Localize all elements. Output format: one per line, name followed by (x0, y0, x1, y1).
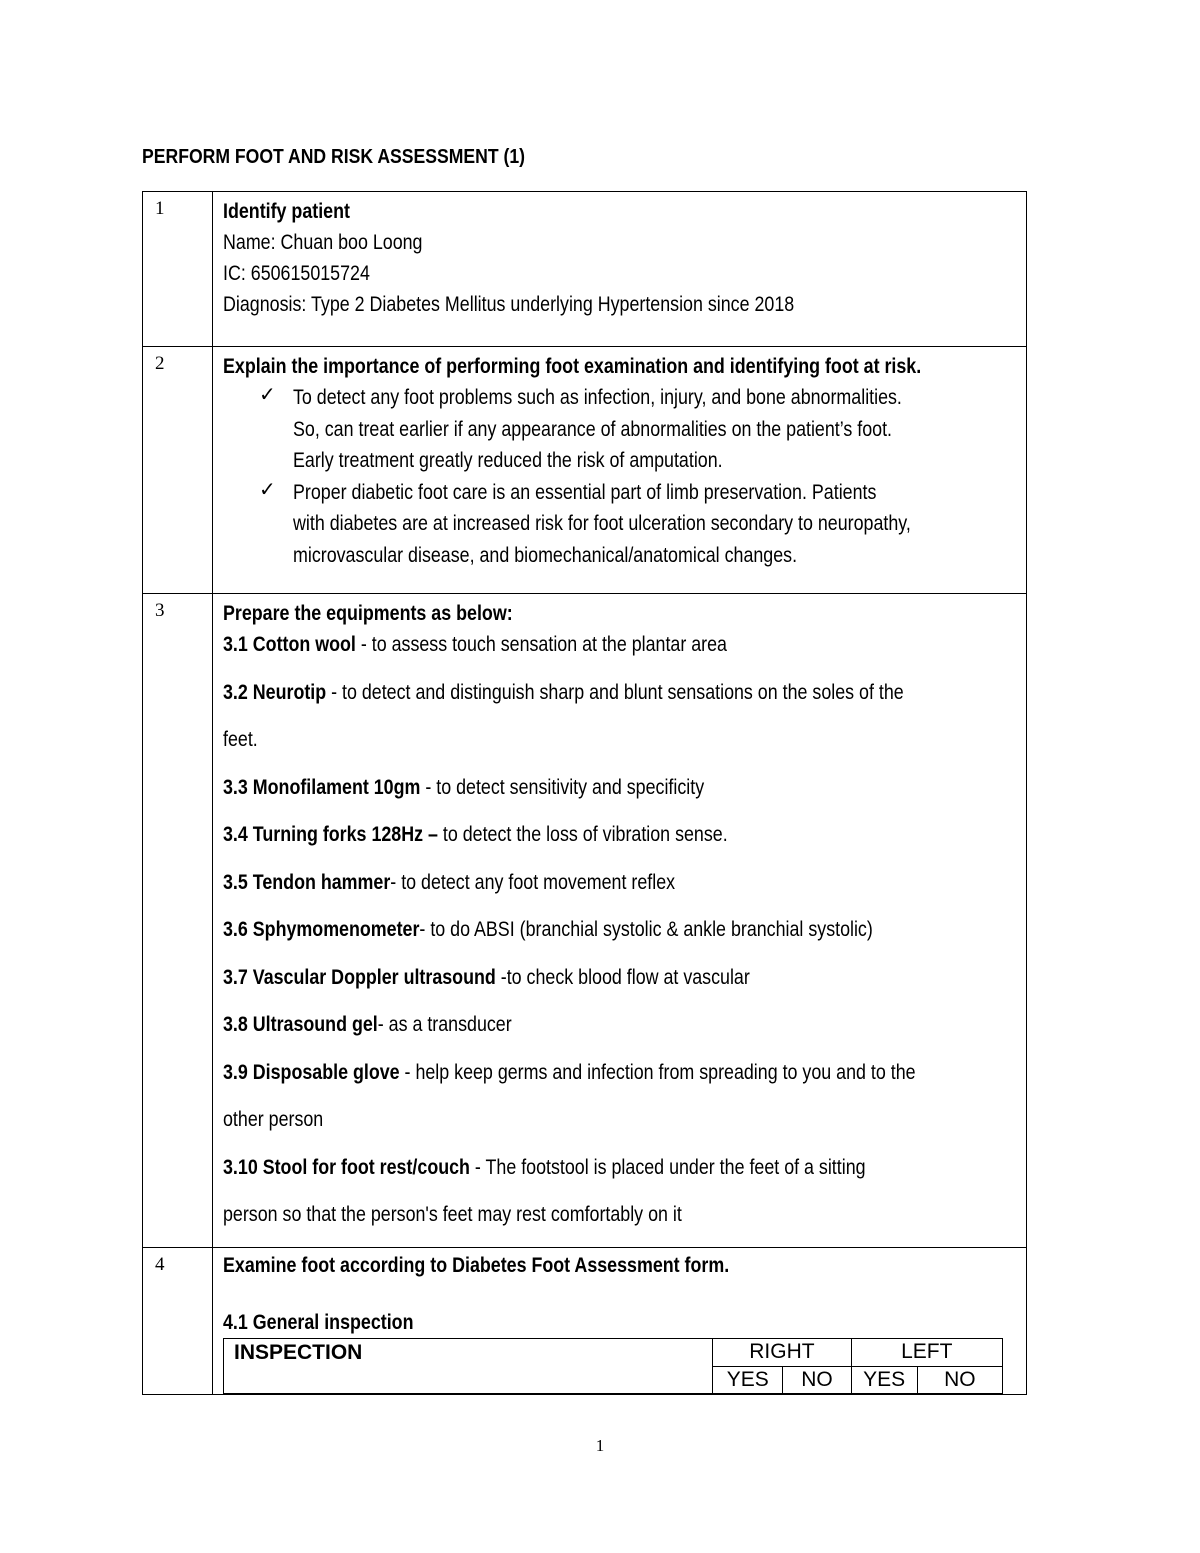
row-content (213, 347, 1027, 594)
row-heading: Prepare the equipments as below: (223, 602, 513, 625)
assessment-table (142, 191, 1027, 1395)
right-header: RIGHT (713, 1338, 851, 1366)
list-item (223, 477, 1016, 572)
right-yes-header: YES (713, 1366, 783, 1393)
row-content (213, 192, 1027, 347)
bullet-line: To detect any foot problems such as infection, injury, and bone abnormalities. (293, 386, 902, 409)
equipment-item: 3.6 Sphymomenometer- to do ABSI (branchial systolic & ankle branchial systolic) (223, 918, 873, 941)
equipment-item-cont: feet. (223, 728, 258, 751)
bullet-line: So, can treat earlier if any appearance of abnormalities on the patient’s foot. (293, 417, 893, 441)
check-mark-icon: ✓ (259, 384, 276, 406)
left-no-header: NO (917, 1366, 1002, 1393)
patient-diagnosis: Diagnosis: Type 2 Diabetes Mellitus underlying Hypertension since 2018 (223, 293, 795, 316)
equipment-item: 3.4 Turning forks 128Hz – to detect the loss of vibration sense. (223, 823, 728, 846)
row-heading: Identify patient (223, 200, 350, 223)
equipment-item-cont: other person (223, 1108, 324, 1131)
table-row-2 (143, 347, 1027, 594)
equipment-item: 3.8 Ultrasound gel- as a transducer (223, 1013, 512, 1036)
right-no-header: NO (783, 1366, 851, 1393)
check-mark-icon: ✓ (259, 478, 276, 501)
row-content (213, 1247, 1027, 1394)
page-number: 1 (595, 1436, 605, 1455)
row-number: 3 (143, 594, 213, 1248)
patient-ic: IC: 650615015724 (223, 262, 370, 285)
left-header: LEFT (851, 1338, 1002, 1366)
equipment-item-cont: person so that the person's feet may rest comfortably on it (223, 1203, 682, 1226)
row-number: 1 (143, 192, 213, 347)
equipment-item: 3.9 Disposable glove - help keep germs and infection from spreading to you and to the (223, 1060, 916, 1084)
bullet-line: with diabetes are at increased risk for foot ulceration secondary to neuropathy, (293, 512, 911, 535)
equipment-item: 3.1 Cotton wool - to assess touch sensation at the plantar area (223, 633, 727, 656)
row-subheading: 4.1 General inspection (223, 1310, 414, 1334)
table-row-4 (143, 1247, 1027, 1394)
page-title: PERFORM FOOT AND RISK ASSESSMENT (1) (142, 146, 525, 168)
left-yes-header: YES (851, 1366, 917, 1393)
equipment-item: 3.3 Monofilament 10gm - to detect sensitivity and specificity (223, 775, 705, 799)
row-heading: Examine foot according to Diabetes Foot Assessment form. (223, 1253, 730, 1277)
inspection-table (223, 1338, 1003, 1394)
row-heading: Explain the importance of performing foot examination and identifying foot at risk. (223, 355, 922, 378)
bullet-line: Proper diabetic foot care is an essential part of limb preservation. Patients (293, 480, 877, 504)
row-number: 2 (143, 347, 213, 594)
list-item (223, 382, 1016, 477)
row-content (213, 594, 1027, 1248)
bullet-line: Early treatment greatly reduced the risk of amputation. (293, 449, 723, 472)
table-row-1 (143, 192, 1027, 347)
inspection-label: INSPECTION (224, 1338, 713, 1393)
equipment-item: 3.2 Neurotip - to detect and distinguish sharp and blunt sensations on the soles of the (223, 680, 904, 704)
bullet-line: microvascular disease, and biomechanical/anatomical changes. (293, 543, 798, 567)
table-row-3 (143, 594, 1027, 1248)
equipment-item: 3.10 Stool for foot rest/couch - The footstool is placed under the feet of a sitting (223, 1155, 866, 1179)
patient-name: Name: Chuan boo Loong (223, 231, 423, 254)
row-number: 4 (143, 1247, 213, 1394)
equipment-item: 3.7 Vascular Doppler ultrasound -to check blood flow at vascular (223, 965, 750, 989)
equipment-item: 3.5 Tendon hammer- to detect any foot movement reflex (223, 870, 676, 894)
